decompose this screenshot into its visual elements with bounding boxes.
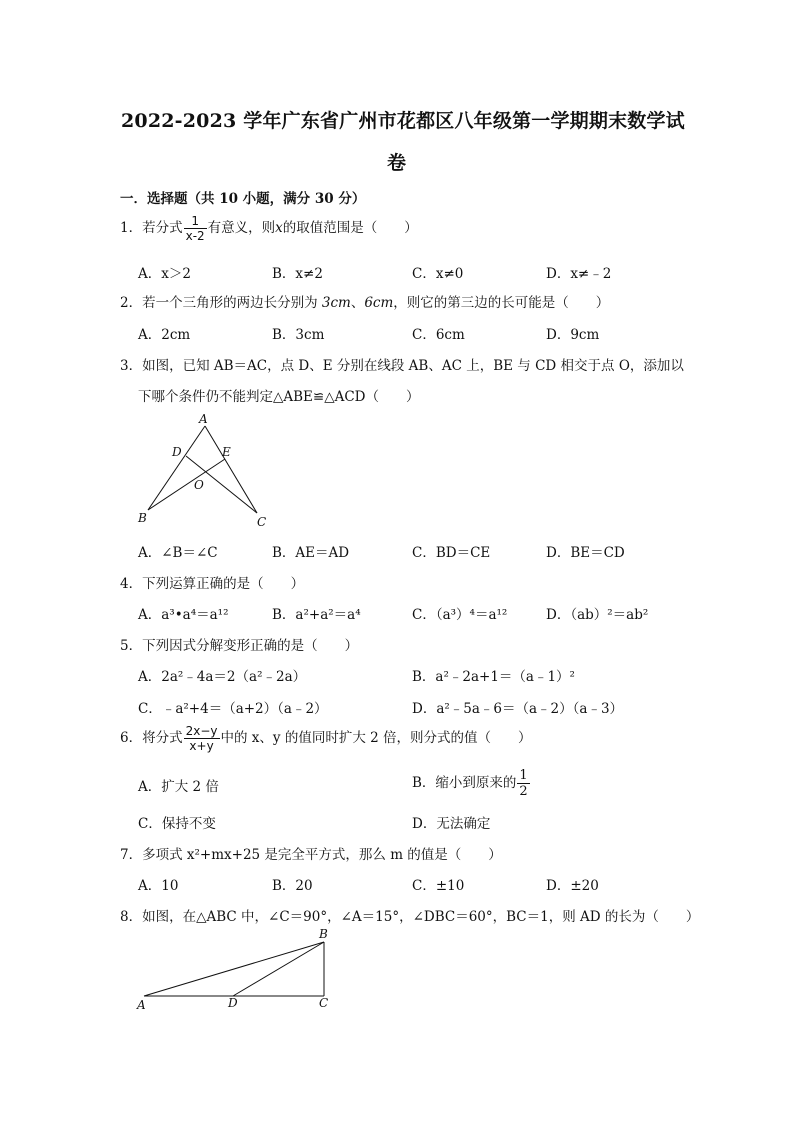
question-8: 8．如图，在△ABC 中，∠C＝90°，∠A＝15°，∠DBC＝60°，BC＝1，则 AD 的长为（ ） (120, 909, 700, 925)
q1-option-a[interactable]: A．x＞2 (138, 266, 191, 282)
q6-prefix: 6．将分式 (120, 730, 183, 746)
q3-option-d[interactable]: D．BE＝CD (546, 545, 625, 561)
q1-post-a: 有意义，则 (207, 220, 276, 236)
q5-option-c[interactable]: C．﹣a²+4＝（a+2）（a﹣2） (138, 701, 328, 717)
q7-option-b[interactable]: B．20 (272, 878, 313, 894)
q2-option-a[interactable]: A．2cm (138, 327, 191, 343)
q7-option-d[interactable]: D．±20 (546, 878, 599, 894)
q4-option-b[interactable]: B．a²+a²＝a⁴ (272, 607, 361, 623)
q1-prefix: 若分式 (142, 220, 183, 236)
q1-frac-den: x-2 (185, 229, 205, 243)
q3-label-a: A (199, 412, 208, 426)
question-7: 7．多项式 x²+mx+25 是完全平方式，那么 m 的值是（ ） (120, 847, 502, 863)
page-title-continued: 卷 (387, 152, 407, 174)
q6-option-b-text: B．缩小到原来的 (412, 775, 517, 791)
q2-sep: 、 (350, 295, 365, 311)
q6-optb-num: 1 (519, 768, 528, 783)
q1-post-b: 的取值范围是（ ） (282, 220, 418, 236)
q1-frac-num: 1 (184, 214, 207, 229)
q2-text-a: 2．若一个三角形的两边长分别为 (120, 295, 322, 311)
question-3-line-1: 3．如图，已知 AB＝AC，点 D、E 分别在线段 AB、AC 上，BE 与 CD 相交于点 O，添加以 (120, 358, 684, 374)
question-4: 4．下列运算正确的是（ ） (120, 576, 305, 592)
q3-segment-ab (148, 426, 205, 510)
question-5: 5．下列因式分解变形正确的是（ ） (120, 638, 359, 654)
q5-option-d[interactable]: D．a²﹣5a﹣6＝（a﹣2）（a﹣3） (412, 701, 624, 717)
question-6 (120, 724, 532, 753)
q3-option-c[interactable]: C．BD＝CE (412, 545, 491, 561)
q5-option-a[interactable]: A．2a²﹣4a＝2（a²﹣2a） (138, 669, 307, 685)
q6-optb-den: 2 (519, 784, 528, 799)
q8-segment-bd (233, 942, 324, 996)
q6-option-a[interactable]: A．扩大 2 倍 (138, 779, 219, 795)
q1-option-c[interactable]: C．x≠0 (412, 266, 464, 282)
q2-option-c[interactable]: C．6cm (412, 327, 465, 343)
q7-option-c[interactable]: C．±10 (412, 878, 465, 894)
q3-label-e: E (222, 445, 231, 459)
q3-option-a[interactable]: A．∠B＝∠C (138, 545, 218, 561)
q4-option-d[interactable]: D．（ab）²＝ab² (546, 607, 649, 623)
q6-option-c[interactable]: C．保持不变 (138, 816, 216, 832)
q1-var: x (275, 220, 283, 236)
q6-frac-den: x+y (189, 739, 214, 753)
q6-option-b[interactable] (412, 768, 531, 799)
q3-option-b[interactable]: B．AE＝AD (272, 545, 350, 561)
q7-option-a[interactable]: A．10 (138, 878, 179, 894)
q3-label-o: O (194, 478, 204, 492)
section-heading: 一．选择题（共 10 小题，满分 30 分） (120, 191, 366, 207)
q2-text-b: ，则它的第三边的长可能是（ ） (393, 295, 610, 311)
q4-option-a[interactable]: A．a³•a⁴＝a¹² (138, 607, 229, 623)
question-3-line-2: 下哪个条件仍不能判定△ABE≌△ACD（ ） (138, 389, 420, 405)
q6-frac-num: 2x−y (185, 724, 218, 738)
q2-option-b[interactable]: B．3cm (272, 327, 325, 343)
q3-figure-triangle (130, 408, 280, 536)
q1-option-b[interactable]: B．x≠2 (272, 266, 323, 282)
q6-option-d[interactable]: D．无法确定 (412, 816, 491, 832)
question-2 (120, 291, 609, 311)
q6-fraction (184, 724, 220, 753)
q2-option-d[interactable]: D．9cm (546, 327, 600, 343)
q4-option-c[interactable]: C．（a³）⁴＝a¹² (412, 607, 508, 623)
q5-option-b[interactable]: B．a²﹣2a+1＝（a﹣1）² (412, 669, 575, 685)
q1-number: 1． (120, 220, 143, 236)
q3-segment-be (148, 459, 225, 510)
q8-label-c: C (319, 996, 329, 1010)
q8-label-a: A (137, 998, 146, 1012)
q8-figure-triangle (130, 925, 340, 1017)
q2-value-1: 3cm (321, 295, 351, 311)
q2-value-2: 6cm (364, 295, 394, 311)
page-title: 2022-2023 学年广东省广州市花都区八年级第一学期期末数学试 (121, 110, 685, 132)
q6-post: 中的 x、y 的值同时扩大 2 倍，则分式的值（ ） (220, 730, 532, 746)
q1-fraction (184, 214, 207, 243)
q6-option-b-fraction (517, 768, 529, 799)
q3-label-d: D (172, 445, 182, 459)
q8-label-d: D (228, 996, 238, 1010)
q8-segment-ab (144, 942, 324, 996)
question-1 (120, 214, 418, 243)
q3-segment-ac (205, 426, 257, 513)
q3-label-b: B (138, 511, 147, 525)
q8-label-b: B (319, 927, 328, 941)
q1-option-d[interactable]: D．x≠﹣2 (546, 266, 612, 282)
q3-label-c: C (257, 515, 267, 529)
